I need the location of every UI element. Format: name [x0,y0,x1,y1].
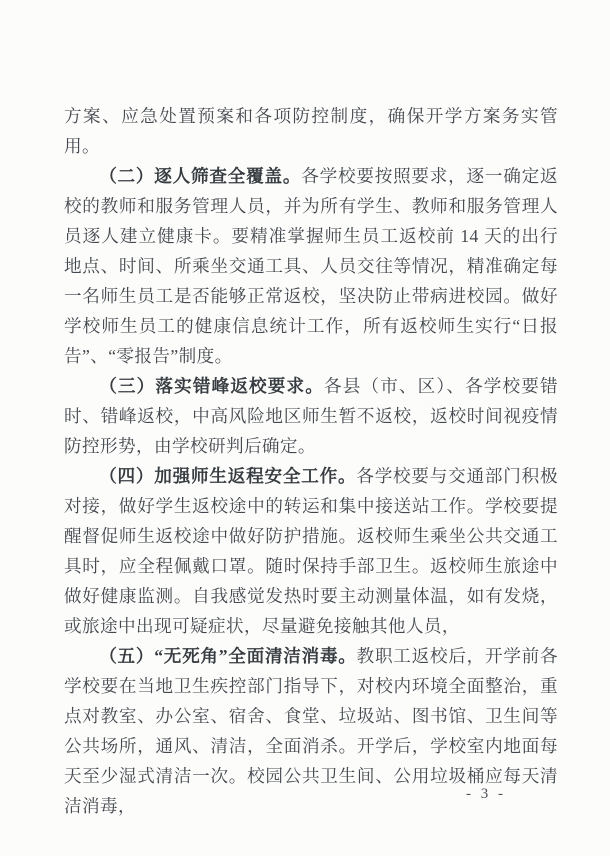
document-text [64,101,558,821]
paragraph [64,461,558,641]
paragraph-body: 教职工返校后，开学前各学校要在当地卫生疾控部门指导下，对校内环境全面整治，重点对教室、办公室、宿舍、食堂、垃圾站、图书馆、卫生间等公共场所，通风、清洁，全面消杀。开学后，学校室内地面每天至少湿式清洁一次。校园公共卫生间、公用垃圾桶应每天清洁消毒， [64,646,558,816]
paragraph-heading: （二）逐人筛查全覆盖。 [99,166,302,186]
paragraph-body: 各县（市、区）、各学校要错时、错峰返校，中高风险地区师生暂不返校，返校时间视疫情防控形势，由学校研判后确定。 [64,376,558,456]
paragraph-body: 各学校要按照要求，逐一确定返校的教师和服务管理人员，并为所有学生、教师和服务管理人员逐人建立健康卡。要精准掌握师生员工返校前 14 天的出行地点、时间、所乘坐交通工具、人员交往等情况，精准确定每一名师生员工是否能够正常返校，坚决防止带病进校园。做好学校师生员工的健康信息统计工作，所有返校师生实行“日报告”、“零报告”制度。 [64,166,558,366]
paragraph [64,161,558,371]
paragraph-heading: （四）加强师生返程安全工作。 [99,466,357,486]
paragraph-heading: （五）“无死角”全面清洁消毒。 [99,646,357,666]
paragraph-body: 各学校要与交通部门积极对接，做好学生返校途中的转运和集中接送站工作。学校要提醒督促师生返校途中做好防护措施。返校师生乘坐公共交通工具时，应全程佩戴口罩。随时保持手部卫生。返校师生旅途中做好健康监测。自我感觉发热时要主动测量体温，如有发烧，或旅途中出现可疑症状，尽量避免接触其他人员， [64,466,558,636]
page-number: - 3 - [466,786,506,802]
paragraph [64,371,558,461]
paragraph-body: 方案、应急处置预案和各项防控制度，确保开学方案务实管 用。 [64,106,558,156]
paragraph [64,101,558,161]
paragraph-heading: （三）落实错峰返校要求。 [99,376,324,396]
